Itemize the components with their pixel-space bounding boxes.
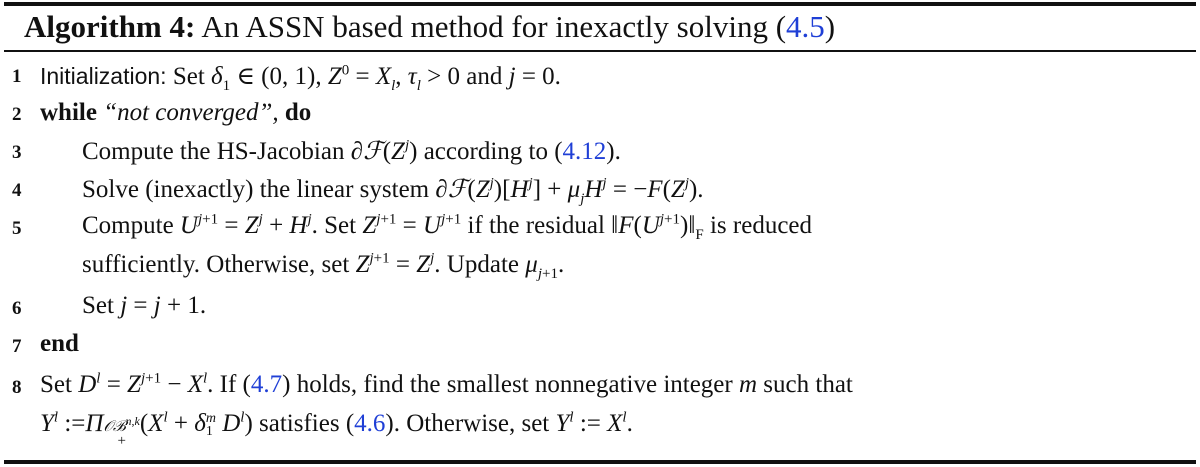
- algorithm-label: Algorithm 4:: [24, 9, 196, 44]
- line-8: Set $D^l = Z^{j+1} - X^l$. If (4.7) holds, find the smallest nonnegative integer m such that: [40, 370, 853, 398]
- line-6: Set j = j + 1.: [82, 292, 207, 319]
- title-close-paren: ): [824, 9, 836, 44]
- line-number: 3: [12, 142, 22, 163]
- line-number: 4: [12, 180, 22, 201]
- line-2: [40, 99, 311, 127]
- do-keyword: do: [284, 99, 312, 126]
- line-8-continued: $Y^l$ :=Π𝒪ℬ$^{n,k}$ $+(X^l + \delta m$ 1 $D^l$) satisfies (4.6). Otherwise, set $Y^l$ := $X^l$.: [40, 409, 633, 449]
- algorithm-title-text: An ASSN based method for inexactly solving (: [201, 9, 787, 44]
- algorithm-title: [24, 6, 835, 50]
- equation-ref-4-7[interactable]: 4.7: [250, 371, 283, 398]
- line-number: 8: [12, 377, 22, 398]
- line-number: 1: [12, 66, 22, 87]
- line-4: Solve (inexactly) the linear system $\partial ℱ(Z^j)[H^j] + \mu_jH^j = -F(Z^j)$.: [82, 174, 704, 207]
- equation-ref-4-12[interactable]: 4.12: [562, 138, 607, 165]
- line-5: Compute $U^{j+1} = Z^j + H^j$. Set $Z^{j+1} = U^{j+1}$ if the residual $‖F(U^{j+1})‖_F$ is reduced: [82, 211, 813, 243]
- equation-ref-4-6[interactable]: 4.6: [354, 410, 386, 437]
- line-3: Compute the HS-Jacobian $\partial ℱ(Z^j)$ according to (4.12).: [82, 136, 621, 165]
- title-rule: [4, 50, 1196, 52]
- line-number: 7: [12, 336, 22, 357]
- line-number: 2: [12, 104, 22, 125]
- bottom-rule: [4, 460, 1196, 464]
- while-keyword: while: [40, 99, 97, 126]
- initialization-label: Initialization:: [40, 63, 167, 89]
- line-number: 6: [12, 298, 22, 319]
- while-condition: “not converged”,: [103, 99, 279, 126]
- line-1: Initialization: Set $\delta_1$ ∈ (0, 1), $Z^0 = X_l$, $\tau_l > 0$ and j = 0.: [40, 62, 561, 94]
- line-number: 5: [12, 218, 22, 239]
- end-keyword: end: [40, 330, 79, 357]
- line-5-continued: sufficiently. Otherwise, set $Z^{j+1} = Z^j$. Update $\mu_{j+1}$.: [82, 250, 565, 282]
- equation-ref-4-5[interactable]: 4.5: [786, 9, 825, 44]
- line-7: [40, 330, 79, 358]
